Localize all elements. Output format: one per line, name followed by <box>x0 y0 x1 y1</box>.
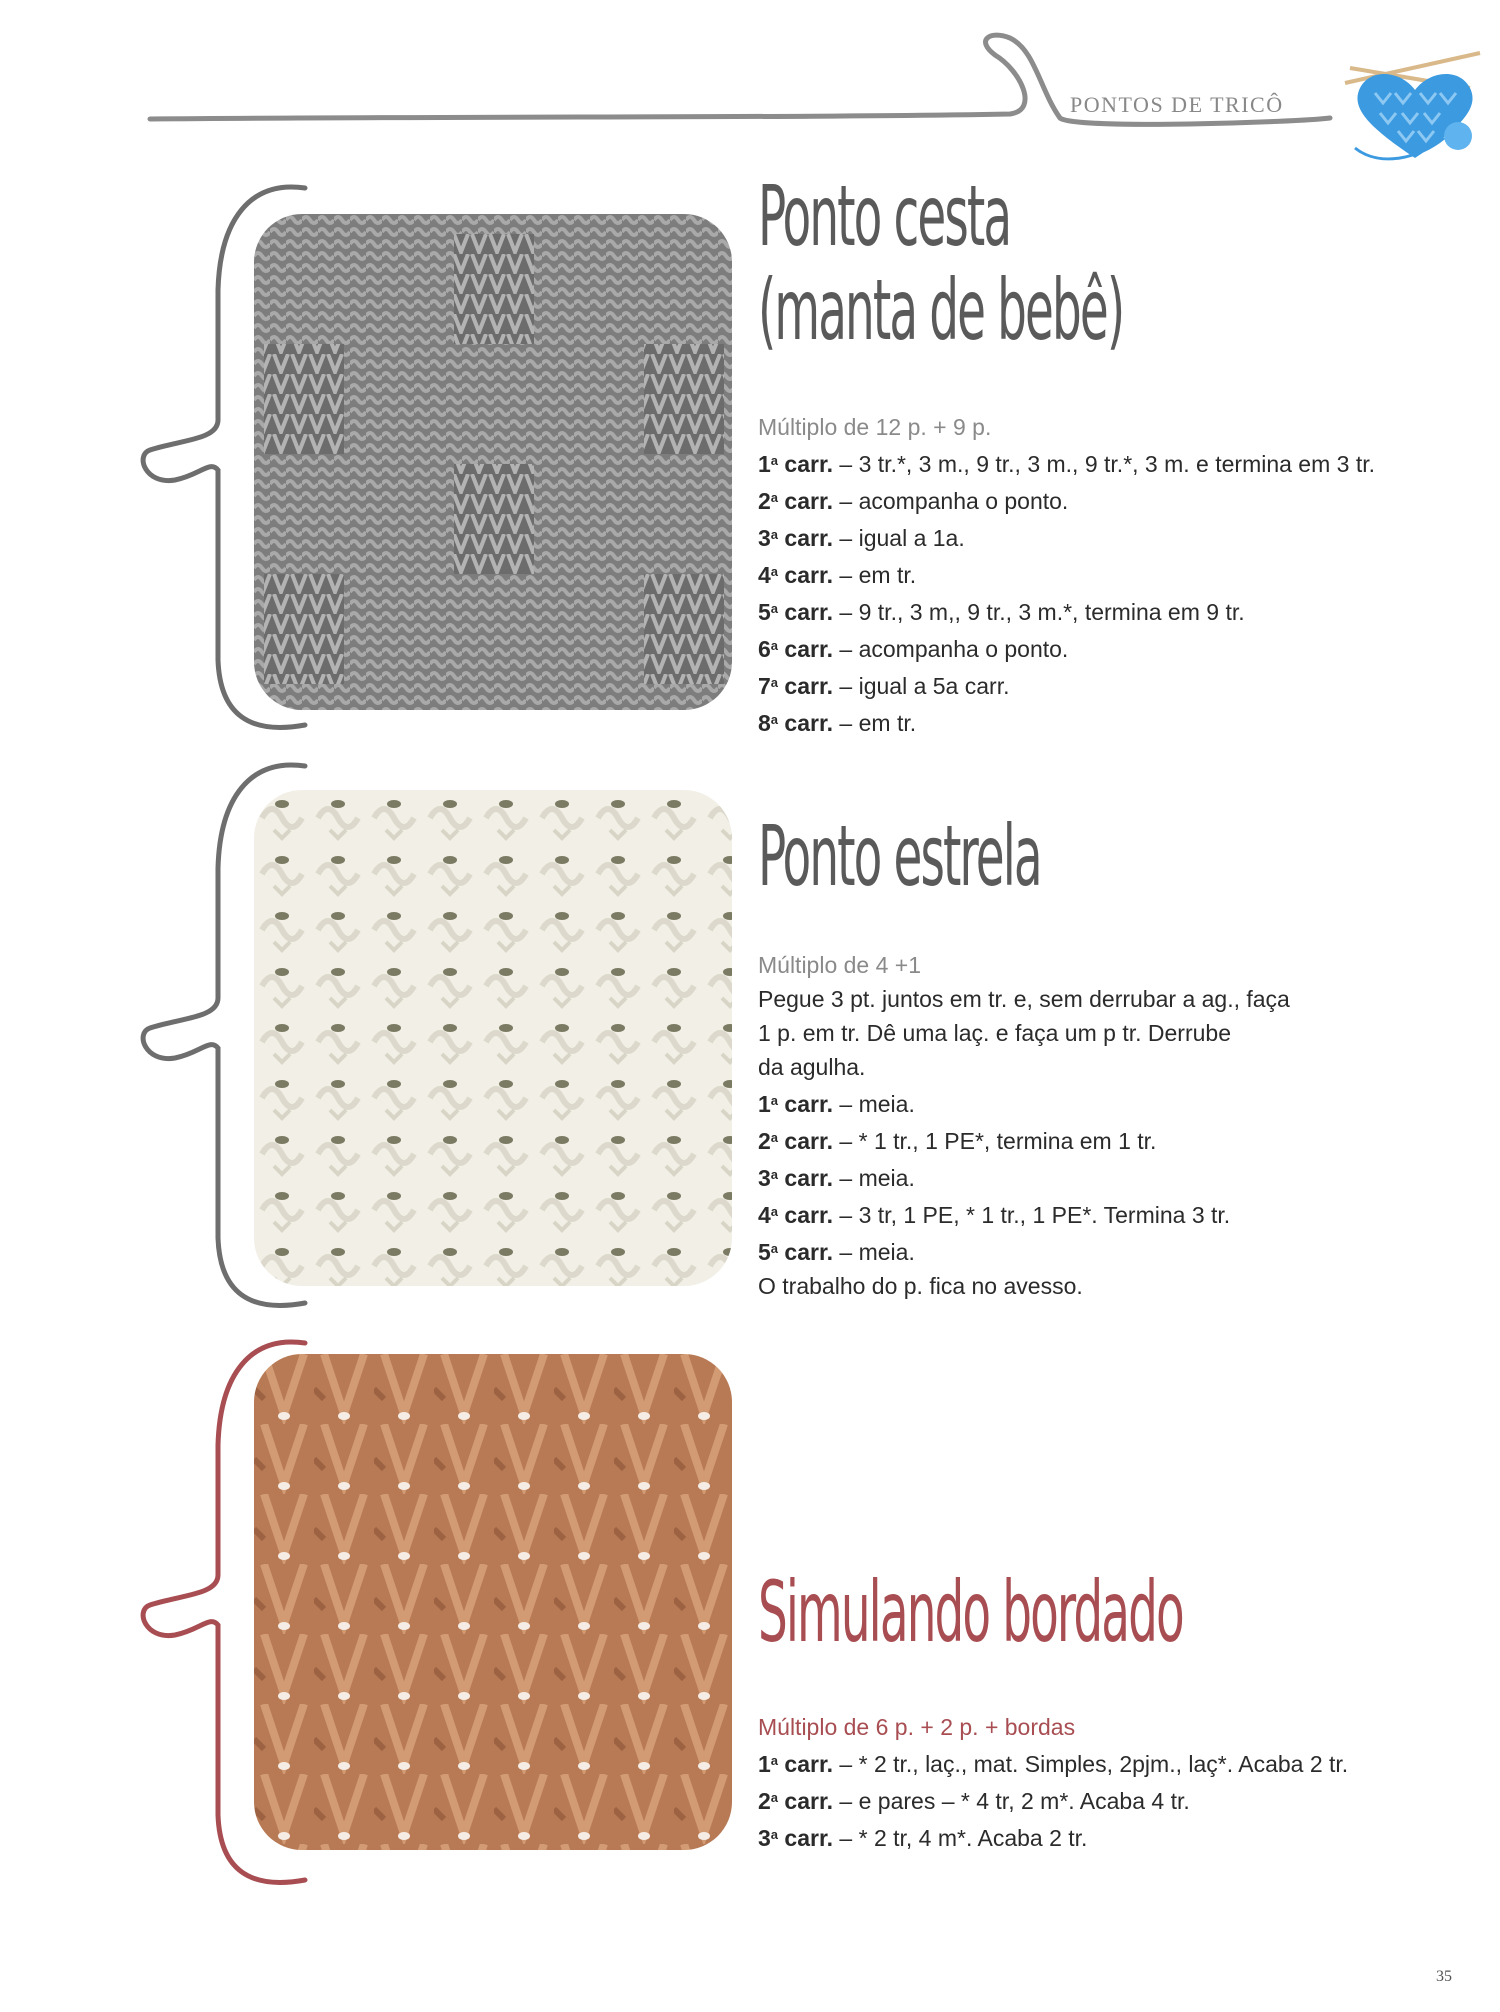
row-text: – 3 tr.*, 3 m., 9 tr., 3 m., 9 tr.*, 3 m. e termina em 3 tr. <box>833 451 1376 477</box>
row-text: – meia. <box>833 1091 915 1117</box>
row-text: – igual a 5a carr. <box>833 673 1010 699</box>
section-label: PONTOS DE TRICÔ <box>1070 92 1284 117</box>
row-label: 3$^a$ carr. <box>758 1165 834 1191</box>
rows-list <box>758 1744 1438 1855</box>
stitch-title-1-line-1: Ponto cesta <box>758 167 1011 265</box>
row-text: – em tr. <box>833 562 917 588</box>
row-text: – meia. <box>833 1239 915 1265</box>
row-label: 1$^a$ carr. <box>758 1091 834 1117</box>
instruction-row <box>758 1232 1438 1269</box>
instruction-row <box>758 1158 1438 1195</box>
instruction-row <box>758 555 1438 592</box>
stitch-instructions-2 <box>758 948 1438 1303</box>
row-text: – acompanha o ponto. <box>833 636 1069 662</box>
row-text: – meia. <box>833 1165 915 1191</box>
row-label: 3$^a$ carr. <box>758 525 834 551</box>
knitted-heart-logo-icon <box>1340 28 1490 178</box>
stitch-instructions-3 <box>758 1710 1438 1855</box>
outro-line: O trabalho do p. fica no avesso. <box>758 1273 1083 1299</box>
stitch-instructions-1 <box>758 410 1438 740</box>
row-text: – igual a 1a. <box>833 525 965 551</box>
page-number: 35 <box>1436 1968 1452 1985</box>
row-label: 5$^a$ carr. <box>758 1239 834 1265</box>
row-text: – * 2 tr., laç., mat. Simples, 2pjm., laç*. Acaba 2 tr. <box>833 1751 1349 1777</box>
instruction-row <box>758 703 1438 740</box>
rows-list <box>758 1084 1438 1269</box>
row-label: 3$^a$ carr. <box>758 1825 834 1851</box>
instruction-row <box>758 444 1438 481</box>
row-label: 2$^a$ carr. <box>758 1128 834 1154</box>
row-label: 6$^a$ carr. <box>758 636 834 662</box>
multiple-text: Múltiplo de 4 +1 <box>758 952 922 978</box>
instruction-row <box>758 1121 1438 1158</box>
intro-line-2: 1 p. em tr. Dê uma laç. e faça um p tr. Derrube <box>758 1020 1231 1046</box>
row-label: 2$^a$ carr. <box>758 488 834 514</box>
instruction-row <box>758 518 1438 555</box>
rows-list <box>758 444 1438 740</box>
row-label: 4$^a$ carr. <box>758 562 834 588</box>
row-text: – * 1 tr., 1 PE*, termina em 1 tr. <box>833 1128 1157 1154</box>
intro-line-3: da agulha. <box>758 1054 866 1080</box>
stitch-title-3: Simulando bordado <box>758 1563 1183 1661</box>
instruction-row <box>758 1744 1438 1781</box>
basket-stitch-swatch <box>254 214 732 710</box>
star-stitch-swatch <box>254 790 732 1286</box>
instruction-row <box>758 1195 1438 1232</box>
instruction-row <box>758 1781 1438 1818</box>
row-label: 1$^a$ carr. <box>758 1751 834 1777</box>
row-label: 5$^a$ carr. <box>758 599 834 625</box>
instruction-row <box>758 1084 1438 1121</box>
stitch-title-1-line-2: (manta de bebê) <box>758 261 1124 359</box>
instruction-row <box>758 1818 1438 1855</box>
instruction-row <box>758 481 1438 518</box>
row-label: 1$^a$ carr. <box>758 451 834 477</box>
row-label: 7$^a$ carr. <box>758 673 834 699</box>
row-text: – * 2 tr, 4 m*. Acaba 2 tr. <box>833 1825 1088 1851</box>
row-text: – em tr. <box>833 710 917 736</box>
row-text: – e pares – * 4 tr, 2 m*. Acaba 4 tr. <box>833 1788 1190 1814</box>
row-label: 4$^a$ carr. <box>758 1202 834 1228</box>
row-label: 8$^a$ carr. <box>758 710 834 736</box>
row-text: – acompanha o ponto. <box>833 488 1069 514</box>
row-text: – 3 tr, 1 PE, * 1 tr., 1 PE*. Termina 3 tr. <box>833 1202 1231 1228</box>
intro-line-1: Pegue 3 pt. juntos em tr. e, sem derrubar a ag., faça <box>758 986 1290 1012</box>
instruction-row <box>758 592 1438 629</box>
instruction-row <box>758 666 1438 703</box>
embroidery-stitch-swatch <box>254 1354 732 1850</box>
row-label: 2$^a$ carr. <box>758 1788 834 1814</box>
multiple-text: Múltiplo de 6 p. + 2 p. + bordas <box>758 1714 1076 1740</box>
row-text: – 9 tr., 3 m,, 9 tr., 3 m.*, termina em 9 tr. <box>833 599 1245 625</box>
multiple-text: Múltiplo de 12 p. + 9 p. <box>758 414 992 440</box>
header-yarn-line <box>0 0 1500 140</box>
stitch-title-2: Ponto estrela <box>758 807 1041 905</box>
instruction-row <box>758 629 1438 666</box>
